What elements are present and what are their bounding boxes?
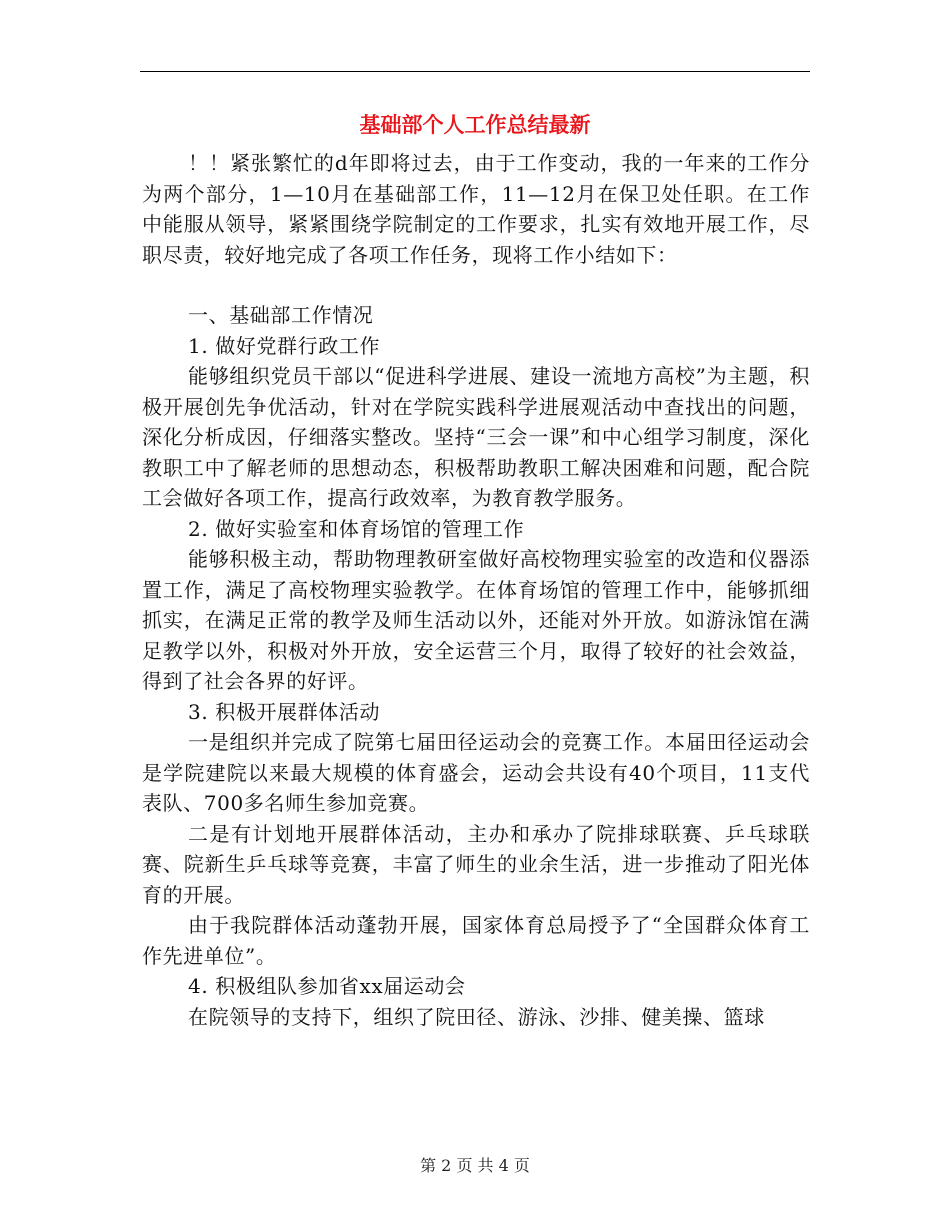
subsection-heading: 3. 积极开展群体活动 [188,699,381,724]
subsection-heading: 2. 做好实验室和体育场馆的管理工作 [188,516,525,541]
paragraph-spacer [142,270,810,300]
intro-paragraph: ！！紧张繁忙的d年即将过去，由于工作变动，我的一年来的工作分为两个部分，1—10月在基础部工作，11—12月在保卫处任职。在工作中能服从领导，紧紧围绕学院制定的工作要求，扎实有效地开展工作，尽职尽责，较好地完成了各项工作任务，现将工作小结如下： [142,151,810,267]
header-rule [140,71,810,72]
document-title: 基础部个人工作总结最新 [359,113,591,137]
body-paragraph: 二是有计划地开展群体活动，主办和承办了院排球联赛、乒乓球联赛、院新生乒乓球等竞赛，丰富了师生的业余生活，进一步推动了阳光体育的开展。 [142,821,810,907]
section-heading: 一、基础部工作情况 [188,303,374,327]
body-paragraph: 一是组织并完成了院第七届田径运动会的竞赛工作。本届田径运动会是学院建院以来最大规模的体育盛会，运动会共设有40个项目，11支代表队、700多名师生参加竞赛。 [142,730,810,815]
subsection-heading: 1. 做好党群行政工作 [188,333,381,358]
subsection-heading: 4. 积极组队参加省xx届运动会 [188,974,466,998]
body-paragraph: 能够积极主动，帮助物理教研室做好高校物理实验室的改造和仪器添置工作，满足了高校物理实验教学。在体育场馆的管理工作中，能够抓细抓实，在满足正常的教学及师生活动以外，还能对外开放。如游泳馆在满足教学以外，积极对外开放，安全运营三个月，取得了较好的社会效益，得到了社会各界的好评。 [142,547,810,693]
document-body [142,148,810,1032]
body-paragraph: 由于我院群体活动蓬勃开展，国家体育总局授予了“全国群众体育工作先进单位”。 [142,913,810,968]
page-number-footer: 第 2 页 共 4 页 [420,1156,530,1175]
body-paragraph: 能够组织党员干部以“促进科学进展、建设一流地方高校”为主题，积极开展创先争优活动，针对在学院实践科学进展观活动中查找出的问题，深化分析成因，仔细落实整改。坚持“三会一课”和中心组学习制度，深化教职工中了解老师的思想动态，积极帮助教职工解决困难和问题，配合院工会做好各项工作，提高行政效率，为教育教学服务。 [142,364,810,510]
body-paragraph: 在院领导的支持下，组织了院田径、游泳、沙排、健美操、篮球 [188,1004,765,1029]
